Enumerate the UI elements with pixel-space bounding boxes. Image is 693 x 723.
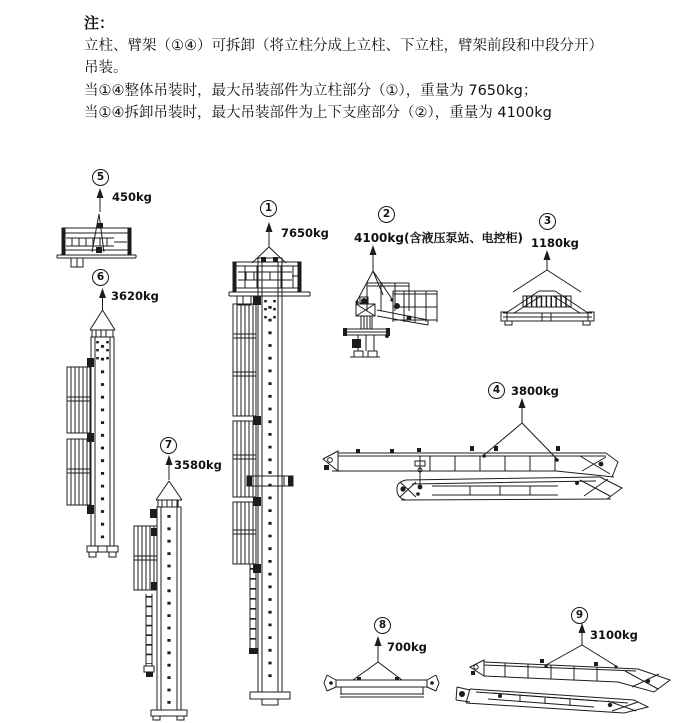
note-line-1: 立柱、臂架（①④）可拆卸（将立柱分成上立柱、下立柱，臂架前段和中段分开） xyxy=(84,37,603,54)
part-2-badge: 2 xyxy=(378,206,395,223)
note-line-4: 当①④拆卸吊装时，最大吊装部件为上下支座部分（②），重量为 4100kg xyxy=(84,105,552,121)
part-9-weight: 3100kg xyxy=(590,628,638,642)
part-1-column-drawing xyxy=(229,222,310,705)
part-4-badge: 4 xyxy=(488,382,505,399)
part-4-boom-drawing xyxy=(323,398,622,500)
part-4-weight: 3800kg xyxy=(511,384,559,398)
part-6-weight: 3620kg xyxy=(111,289,159,303)
part-5-badge: 5 xyxy=(92,169,109,186)
part-8-weight: 700kg xyxy=(387,640,427,654)
part-9-boom-drawing xyxy=(456,623,670,713)
notes-title: 注： xyxy=(84,14,115,32)
part-6-badge: 6 xyxy=(92,269,109,286)
note-line-2: 吊装。 xyxy=(84,60,128,76)
part-6-column-drawing xyxy=(67,288,118,557)
part-7-weight: 3580kg xyxy=(174,458,222,472)
part-7-badge: 7 xyxy=(160,437,177,454)
part-2-weight: 4100kg(含液压泵站、电控柜) xyxy=(354,231,523,245)
note-line-3: 当①④整体吊装时，最大吊装部件为立柱部分（①），重量为 7650kg； xyxy=(84,82,538,99)
part-7-column-drawing xyxy=(134,455,187,720)
part-3-badge: 3 xyxy=(539,213,556,230)
part-3-base-drawing xyxy=(501,250,594,325)
part-8-badge: 8 xyxy=(374,617,391,634)
part-2-support-assembly-drawing xyxy=(343,245,437,357)
part-5-weight: 450kg xyxy=(112,190,152,204)
part-1-weight: 7650kg xyxy=(281,226,329,240)
part-3-weight: 1180kg xyxy=(531,236,579,250)
part-9-badge: 9 xyxy=(571,607,588,624)
part-1-badge: 1 xyxy=(260,200,277,217)
